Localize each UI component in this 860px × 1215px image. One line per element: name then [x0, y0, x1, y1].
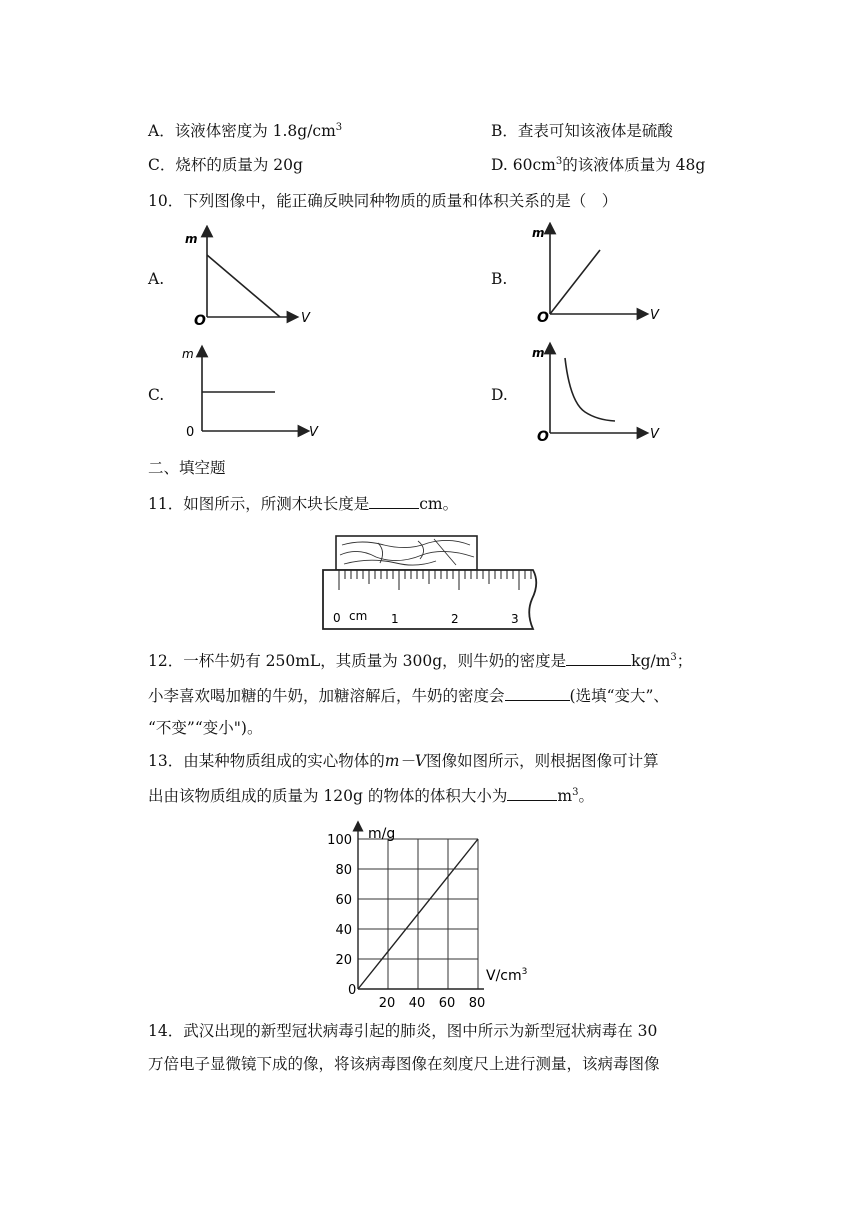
q11-stem: 11．如图所示，所测木块长度是 cm。 [148, 495, 459, 513]
q12-line2: 小李喜欢喝加糖的牛奶，加糖溶解后，牛奶的密度会 (选填“变大”、 [148, 687, 669, 705]
q10-d-origin: O [537, 429, 549, 445]
mv-x-ticks [379, 996, 486, 1011]
mv-x-tick-label: 20 [378, 996, 396, 1011]
q10-stem: 10．下列图像中，能正确反映同种物质的质量和体积关系的是（ ） [148, 192, 618, 210]
mv-x-tick-label: 40 [408, 996, 426, 1011]
mv-y-ticks [327, 833, 352, 968]
q9-option-b: B．查表可知该液体是硫酸 [491, 122, 673, 140]
q10-c-origin: 0 [186, 425, 195, 440]
mv-y-tick-label: 20 [335, 953, 352, 968]
q13-blank[interactable] [507, 786, 557, 801]
q10-a-line [207, 255, 280, 317]
q10-c-m-label: m [182, 347, 194, 361]
mv-x-tick-label: 80 [468, 996, 486, 1011]
q10-a-origin: O [194, 313, 206, 329]
q11-blank[interactable] [369, 494, 419, 509]
q10-b-m-label: m [532, 226, 545, 240]
q10-graph-d [523, 340, 663, 445]
q11-ruler-figure [318, 533, 548, 635]
q10-label-c: C. [148, 386, 165, 404]
q10-b-v-label: V [650, 308, 659, 323]
q10-a-v-label: V [301, 311, 310, 326]
q12-blank-2[interactable] [505, 686, 570, 701]
ruler-label-1: 1 [391, 612, 399, 626]
q10-d-v-label: V [650, 427, 659, 442]
q12-blank-1[interactable] [566, 651, 631, 666]
ruler-label-0: 0 [333, 611, 341, 625]
q10-label-d: D. [491, 386, 508, 404]
mv-y-tick-label: 40 [335, 923, 352, 938]
q10-graph-a [180, 225, 320, 330]
mv-origin: 0 [348, 983, 357, 998]
mv-y-tick-label: 100 [327, 833, 352, 848]
q10-d-m-label: m [532, 346, 545, 360]
q13-mv-chart [318, 818, 548, 1012]
mv-y-label: m/g [368, 826, 396, 842]
ruler-label-cm: cm [349, 609, 368, 623]
q9-option-a: A．该液体密度为 $1.8g/cm^3$ [148, 121, 343, 140]
q14-line2: 万倍电子显微镜下成的像，将该病毒图像在刻度尺上进行测量，该病毒图像 [148, 1055, 660, 1073]
q13-line2: 出由该物质组成的质量为 120g 的物体的体积大小为 $m^3$。 [148, 786, 594, 805]
q10-c-v-label: V [309, 425, 318, 440]
mv-y-tick-label: 80 [335, 863, 352, 878]
mv-y-tick-label: 60 [335, 893, 352, 908]
section-heading: 二、填空题 [148, 459, 226, 477]
q10-graph-b [523, 222, 663, 327]
q10-b-origin: O [537, 310, 549, 326]
q9-option-c: C．烧杯的质量为 20g [148, 156, 303, 174]
q9-option-d: D. $60cm^3$的该液体质量为 48g [491, 155, 706, 174]
q13-line1: 13．由某种物质组成的实心物体的m－V图像如图所示，则根据图像可计算 [148, 752, 659, 770]
q10-graph-c [176, 343, 326, 443]
mv-x-label: $V/cm^3$ [486, 967, 528, 984]
q10-a-m-label: m [185, 232, 198, 246]
q10-label-a: A. [148, 270, 165, 288]
q12-line1: 12．一杯牛奶有 250mL，其质量为 300g，则牛奶的密度是 $kg/m^3$； [148, 651, 693, 670]
mv-x-tick-label: 60 [438, 996, 456, 1011]
ruler-label-3: 3 [511, 612, 519, 626]
q10-label-b: B. [491, 270, 508, 288]
q12-line3: “不变”“变小")。 [148, 719, 263, 737]
ruler-label-2: 2 [451, 612, 459, 626]
q10-b-line [550, 250, 600, 314]
q10-d-curve [565, 358, 615, 421]
q14-line1: 14．武汉出现的新型冠状病毒引起的肺炎，图中所示为新型冠状病毒在 30 [148, 1022, 658, 1040]
